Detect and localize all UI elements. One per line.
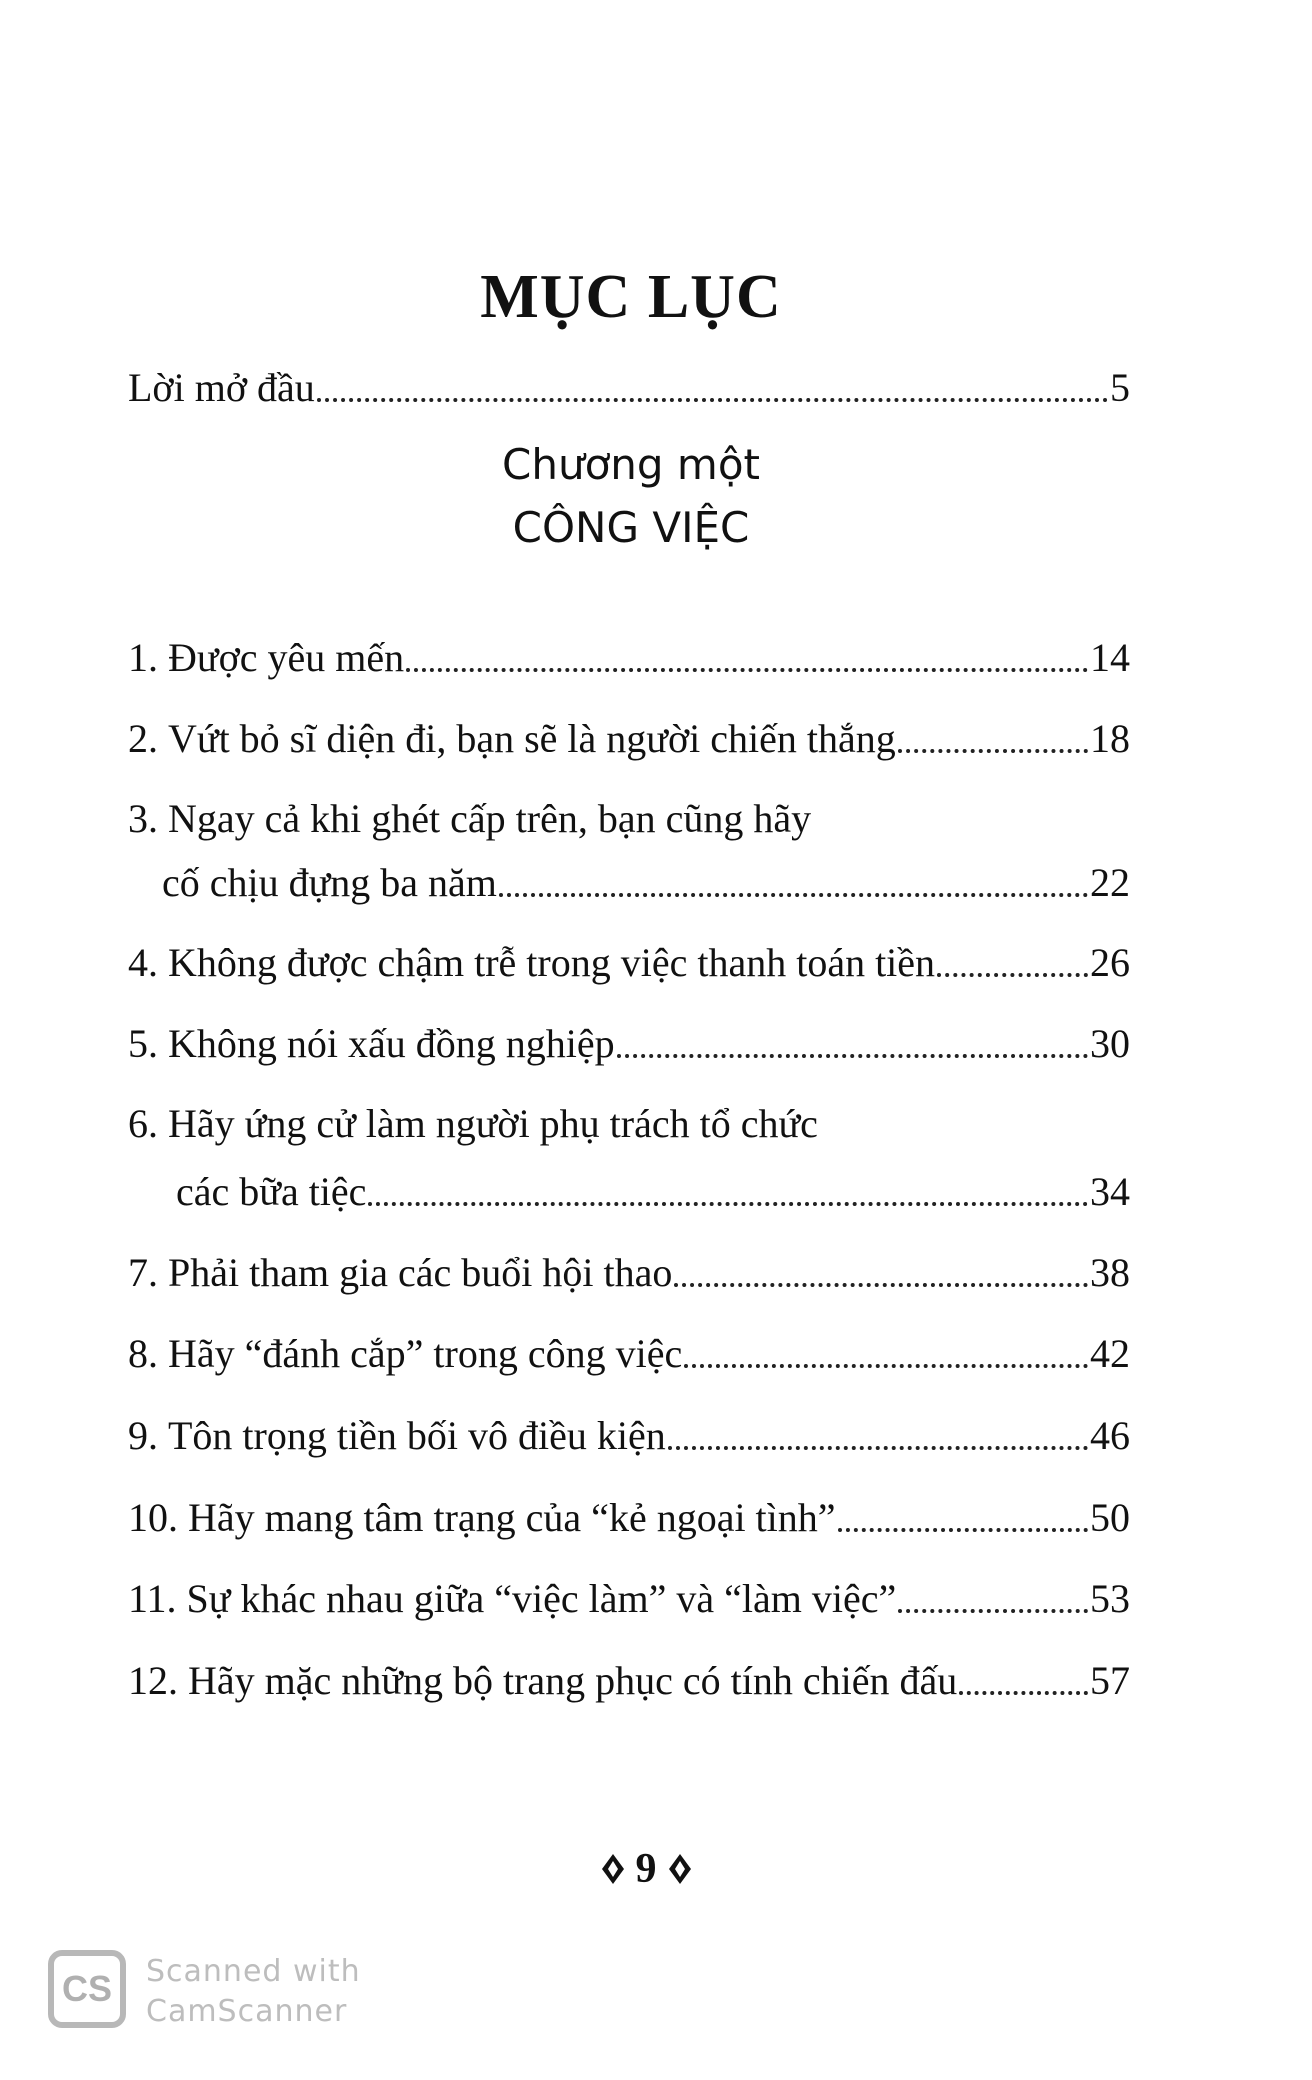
- dot-leader: [838, 1528, 1088, 1532]
- toc-entry-number: 9.: [128, 1413, 158, 1458]
- toc-entry-3: [128, 793, 1130, 845]
- toc-entry-title: Không nói xấu đồng nghiệp: [168, 1021, 615, 1066]
- toc-intro-page: 5: [1110, 365, 1130, 410]
- toc-entry-4: [128, 937, 1130, 989]
- toc-entry-9: [128, 1410, 1130, 1462]
- toc-entry-number: 5.: [128, 1021, 158, 1066]
- toc-entry-title: Hãy ứng cử làm người phụ trách tổ chức: [168, 1101, 818, 1146]
- watermark-line-1: Scanned with: [146, 1954, 361, 1989]
- toc-entry-number: 4.: [128, 940, 158, 985]
- toc-entry-number: 7.: [128, 1250, 158, 1295]
- toc-entry-page: 57: [1090, 1658, 1130, 1703]
- toc-entry-page: 38: [1090, 1250, 1130, 1295]
- toc-entry-title: Tôn trọng tiền bối vô điều kiện: [168, 1413, 666, 1458]
- toc-entry-title-cont: cố chịu đựng ba năm: [162, 860, 497, 905]
- toc-entry-2: [128, 713, 1130, 765]
- toc-entry-number: 8.: [128, 1331, 158, 1376]
- toc-entry-title-cont: các bữa tiệc: [176, 1169, 367, 1214]
- dot-leader: [499, 893, 1088, 897]
- toc-entry-title: Hãy “đánh cắp” trong công việc: [168, 1331, 683, 1376]
- toc-entry-page: 46: [1090, 1413, 1130, 1458]
- page-number: [576, 1845, 716, 1893]
- toc-entry-title: Không được chậm trễ trong việc thanh toán tiền: [168, 940, 936, 985]
- toc-entry-number: 11.: [128, 1576, 177, 1621]
- toc-entry-7: [128, 1247, 1130, 1299]
- toc-entry-10: [128, 1492, 1130, 1544]
- toc-entry-number: 3.: [128, 796, 158, 841]
- toc-entry-5: [128, 1018, 1130, 1070]
- toc-entry-3-cont: [128, 857, 1130, 909]
- dot-leader: [684, 1364, 1088, 1368]
- camscanner-logo: CS: [48, 1950, 126, 2028]
- dot-leader: [898, 1609, 1088, 1613]
- toc-entry-page: 30: [1090, 1021, 1130, 1066]
- toc-entry-page: 53: [1090, 1576, 1130, 1621]
- diamond-ornament-icon: [667, 1852, 693, 1886]
- toc-entry-number: 6.: [128, 1101, 158, 1146]
- toc-entry-page: 42: [1090, 1331, 1130, 1376]
- toc-entry-title: Được yêu mến: [168, 635, 405, 680]
- toc-entry-title: Sự khác nhau giữa “việc làm” và “làm việc”: [186, 1576, 897, 1621]
- toc-entry-title: Ngay cả khi ghét cấp trên, bạn cũng hãy: [168, 796, 812, 841]
- toc-entry-page: 14: [1090, 635, 1130, 680]
- diamond-ornament-icon: [600, 1852, 626, 1886]
- toc-entry-page: 34: [1090, 1169, 1130, 1214]
- toc-entry-page: 50: [1090, 1495, 1130, 1540]
- dot-leader: [406, 668, 1088, 672]
- toc-entry-6: [128, 1098, 1130, 1150]
- page-number-value: 9: [635, 1846, 657, 1892]
- toc-entry-6-cont: [128, 1166, 1130, 1218]
- toc-entry-page: 18: [1090, 716, 1130, 761]
- toc-entry-page: 22: [1090, 860, 1130, 905]
- toc-intro-label: Lời mở đầu: [128, 365, 315, 410]
- watermark-line-2: CamScanner: [146, 1994, 348, 2029]
- toc-entry-title: Hãy mặc những bộ trang phục có tính chiến đấu: [188, 1658, 958, 1703]
- dot-leader: [937, 973, 1088, 977]
- toc-entry-title: Vứt bỏ sĩ diện đi, bạn sẽ là người chiến thắng: [168, 716, 896, 761]
- camscanner-watermark: [146, 1952, 361, 2032]
- dot-leader: [959, 1691, 1088, 1695]
- dot-leader: [617, 1054, 1088, 1058]
- page-title: MỤC LỤC: [480, 263, 782, 331]
- chapter-name: CÔNG VIỆC: [512, 503, 750, 552]
- toc-entry-number: 12.: [128, 1658, 178, 1703]
- toc-entry-title: Phải tham gia các buổi hội thao: [168, 1250, 673, 1295]
- toc-entry-number: 1.: [128, 635, 158, 680]
- dot-leader: [674, 1283, 1088, 1287]
- dot-leader: [898, 749, 1088, 753]
- toc-entry-number: 10.: [128, 1495, 178, 1540]
- toc-entry-title: Hãy mang tâm trạng của “kẻ ngoại tình”: [188, 1495, 836, 1540]
- toc-entry-page: 26: [1090, 940, 1130, 985]
- toc-entry-1: [128, 632, 1130, 684]
- chapter-heading: Chương một: [502, 440, 760, 489]
- dot-leader: [317, 398, 1108, 402]
- dot-leader: [668, 1446, 1088, 1450]
- toc-entry-number: 2.: [128, 716, 158, 761]
- dot-leader: [368, 1202, 1088, 1206]
- toc-entry-8: [128, 1328, 1130, 1380]
- toc-entry-11: [128, 1573, 1130, 1625]
- toc-intro: [128, 362, 1130, 414]
- toc-entry-12: [128, 1655, 1130, 1707]
